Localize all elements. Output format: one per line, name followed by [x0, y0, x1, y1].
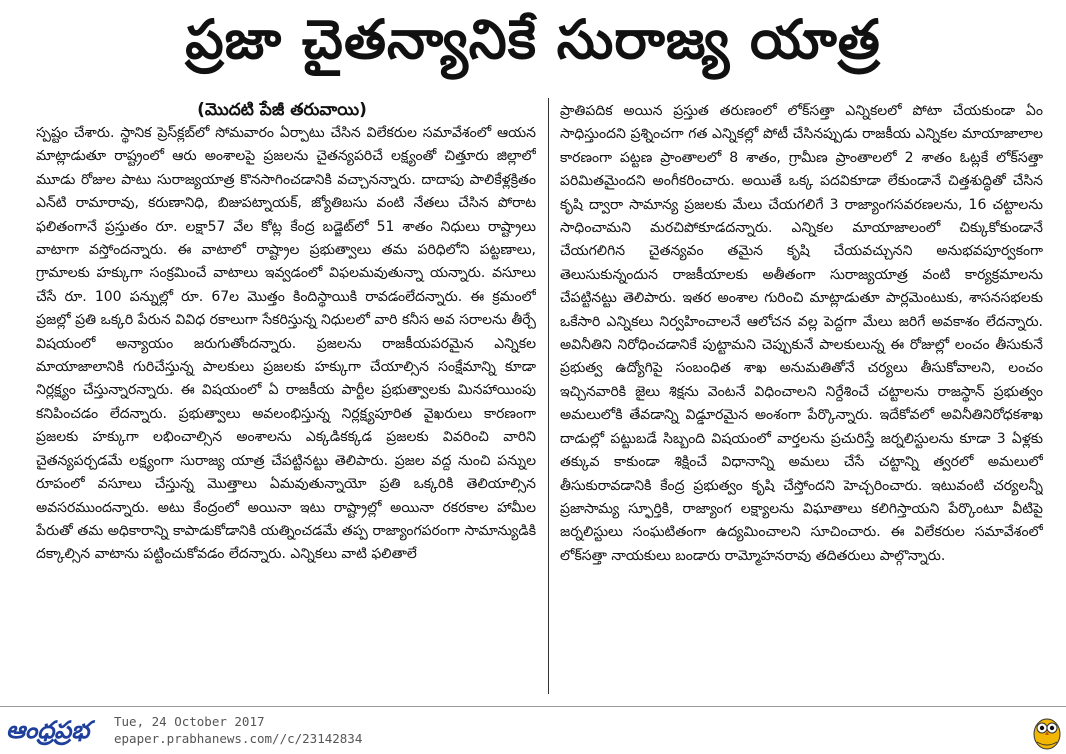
subheading: (మొదటి పేజీ తరువాయి) [197, 100, 367, 120]
article-column-left: స్పష్టం చేశారు. స్థానిక ప్రెస్‌క్లబ్‌లో సోమవారం ఏర్పాటు చేసిన విలేకరుల సమావేశంలో ఆయన మాట్లాడుతూ రాష్ట్రంలో ఆరు అంశాలపై ప్రజలను చైతన్యపరిచే లక్ష్యంతో చిత్తూరు జిల్లాలో మూడు రోజుల పాటు సురాజ్యయాత్ర కొనసాగించడానికి వచ్చానన్నారు. దాదాపు పాలికేళ్లక్రితం ఎన్‌టి రామారావు, కరుణానిధి, బిజుపట్నాయక్, జ్యోతిబసు వంటి నేతలు చేసిన పోరాట ఫలితంగానే ప్రస్తుతం రూ. లక్షా57 వేల కోట్ల కేంద్ర బడ్జెట్‌లో 51 శాతం నిధులు రాష్ట్రాలు వాటాగా వస్తోందన్నారు. ఈ వాటాలో రాష్ట్రాల ప్రభుత్వాలు తమ పరిధిలోని పట్టణాలు, గ్రామాలకు హక్కుగా సంక్రమించే వాటాలు ఇవ్వడంలో విఫలమవుతున్నా యన్నారు. వసూలు చేసే రూ. 100 పన్నుల్లో రూ. 67ల మొత్తం కిందిస్థాయికి రావడంలేదన్నారు. ఈ క్రమంలో ప్రజల్లో ప్రతి ఒక్కరి పేరున వివిధ రకాలుగా సేకరిస్తున్న నిధులలో వారి కనీస అవ సరాలను తీర్చే విషయంలో అన్యాయం జరుగుతోందన్నారు. ప్రజలను రాజకీయపరమైన ఎన్నికల మాయాజాలానికి గురిచేస్తున్న పాలకులు ప్రజలకు హక్కుగా చేయాల్సిన సంక్షేమాన్ని కూడా నిర్లక్ష్యం చేస్తున్నారన్నారు. ఈ విషయంలో ఏ రాజకీయ పార్టీల ప్రభుత్వాలకు మినహాయింపు కనిపించడం లేదన్నారు. ప్రభుత్వాలు అవలంభిస్తున్న నిర్లక్ష్యపూరిత వైఖరులు కారణంగా ప్రజలకు హక్కుగా లభించాల్సిన అంశాలను ఎక్కడికక్కడ ప్రజలకు వివరించి వారిని చైతన్యపర్చడమే లక్ష్యంగా సురాజ్య యాత్ర చేపట్టినట్టు తెలిపారు. ప్రజల వద్ద నుంచి పన్నుల రూపంలో వసూలు చేస్తున్న మొత్తాలు ఏమవుతున్నాయో ప్రతి ఒక్కరికి తెలియాల్సిన అవసరముందన్నారు. అటు కేంద్రంలో అయినా ఇటు రాష్ట్రాల్లో అయినా రకరకాల హామీల పేరుతో తమ అధికారాన్ని కాపాడుకోడానికి యత్నించడమే తప్ప రాజ్యాంగపరంగా సామాన్యుడికి దక్కాల్సిన వాటాను పట్టించుకోవడం లేదన్నారు. ఎన్నికలు వాటి ఫలితాలే [36, 125, 536, 563]
epaper-url[interactable]: epaper.prabhanews.com//c/23142834 [114, 731, 363, 746]
owl-mascot-icon [1032, 712, 1062, 750]
headline: ప్రజా చైతన్యానికే సురాజ్య యాత్ర [185, 7, 881, 71]
publish-date: Tue, 24 October 2017 [114, 714, 265, 729]
article-column-right: ప్రాతిపదిక అయిన ప్రస్తుత తరుణంలో లోక్‌సత్తా ఎన్నికలలో పోటా చేయకుండా ఏం సాధిస్తుందని ప్రశ్నించగా గత ఎన్నికల్లో పోటీ చేసినప్పుడు రాజకీయ ఎన్నికల మాయాజాలాల కారణంగా పట్టణ ప్రాంతాలలో 8 శాతం, గ్రామీణ ప్రాంతాలలో 2 శాతం ఓట్లకే లోక్‌సత్తా పరిమితమైందని అంగీకరించారు. అయితే ఒక్క పదవికూడా లేకుండానే చిత్తశుద్ధితో చేసిన కృషి ద్వారా సామాన్య ప్రజలకు మేలు చేయగలిగే 3 రాజ్యాంగసవరణలను, 16 చట్టాలను సాధించామని మరచిపోకూడదన్నారు. ఎన్నికల మాయాజాలంలో చిక్కుకోకుండానే చేయగలిగిన చైతన్యవం తమైన కృషి చేయవచ్చునని అనుభవపూర్వకంగా తెలుసుకున్నందున రాజకీయాలకు అతీతంగా సురాజ్యయాత్ర వంటి కార్యక్రమాలను చేపట్టినట్టు తెలిపారు. ఇతర అంశాల గురించి మాట్లాడుతూ పార్లమెంటుకు, శాసనసభలకు ఒకేసారి ఎన్నికలు నిర్వహించాలనే ఆలోచన వల్ల పెద్దగా మేలు జరిగే అవకాశం లేదన్నారు. అవినీతిని నిరోధించడానికే పుట్టామని చెప్పుకునే పాలకులున్న ఈ రోజుల్లో లంచం తీసుకునే ప్రభుత్వ ఉద్యోగిపై సంబంధిత శాఖ అనుమతితోనే చర్యలు తీసుకోవాలని, లంచం ఇచ్చినవారికి జైలు శిక్షను వెంటనే విధించాలని నిర్దేశించే చట్టాలను రాజస్థాన్ ప్రభుత్వం అమలులోకి తేవడాన్ని విడ్డూరమైన అంశంగా పేర్కొన్నారు. ఇదేకోవలో అవినీతినిరోధకశాఖ దాడుల్లో పట్టుబడే సిబ్బంది విషయంలో వార్తలను ప్రచురిస్తే జర్నలిస్టులను కూడా 3 ఏళ్లకు తక్కువ కాకుండా శిక్షించే విధానాన్ని అమలు చేసే చట్టాన్ని త్వరలో అమలులో తీసుకురావడానికి కేంద్ర ప్రభుత్వం కృషి చేస్తోందని హెచ్చరించారు. ఇటువంటి చర్యలన్నీ ప్రజాసామ్య స్ఫూర్తికి, రాజ్యాంగ లక్ష్యాలను విఘాతాలు కలిగిస్తాయని పేర్కొంటూ వీటిపై జర్నలిస్టులు సంఘటితంగా ఉద్యమించాలని సూచించారు. ఈ విలేకరుల సమావేశంలో లోక్‌సత్తా నాయకులు బండారు రామ్మోహనరావు తదితరులు పాల్గొన్నారు. [560, 103, 1043, 564]
column-divider [548, 98, 549, 694]
newspaper-logo[interactable]: ఆంధ్రప్రభ [6, 715, 90, 744]
footer-rule [0, 706, 1066, 707]
footer-meta [114, 713, 362, 747]
